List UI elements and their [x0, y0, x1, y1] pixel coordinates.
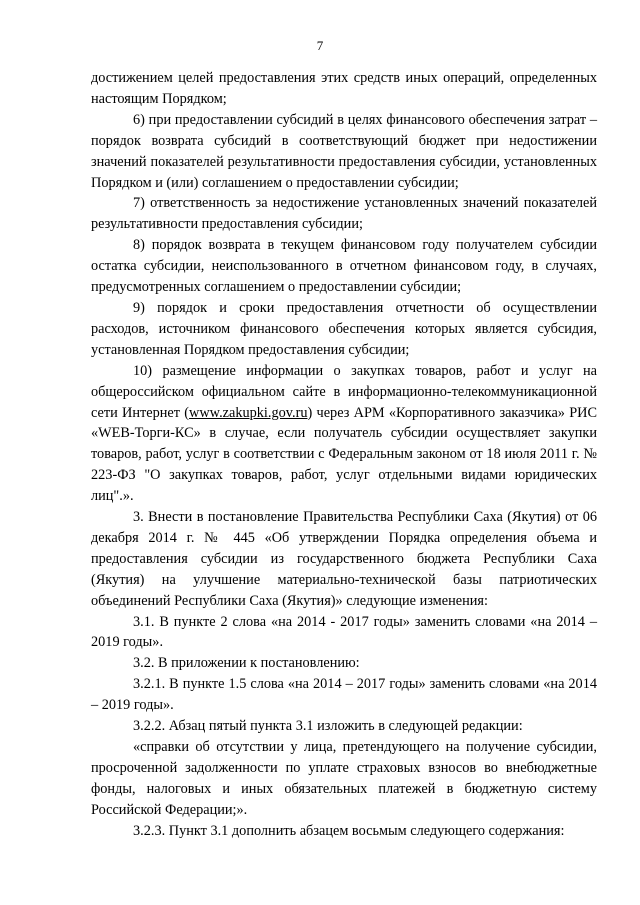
- zakupki-link[interactable]: www.zakupki.gov.ru: [189, 404, 308, 421]
- paragraph-item-10-text-before: 10) размещение информации о закупках товаров, работ и услуг на общероссийском официальном сайте в информационно-телекоммуникационной сети Интернет (: [91, 362, 597, 421]
- paragraph-item-8: 8) порядок возврата в текущем финансовом году получателем субсидии остатка субсидии, неиспользованного в отчетном финансовом году, в случаях, предусмотренных соглашением о предоставлении субсидии;: [91, 237, 597, 296]
- paragraph-quote: «справки об отсутствии у лица, претендующего на получение субсидии, просроченной задолженности по уплате страховых взносов во внебюджетные фонды, налоговых и иных обязательных платежей в бюджетную систему Российской Федерации;».: [91, 739, 597, 818]
- paragraph-item-9: 9) порядок и сроки предоставления отчетности об осуществлении расходов, источником финансового обеспечения которых является субсидия, установленная Порядком предоставления субсидии;: [91, 299, 597, 358]
- paragraph-3-2-2: 3.2.2. Абзац пятый пункта 3.1 изложить в следующей редакции:: [133, 718, 523, 735]
- paragraph-section-3: 3. Внести в постановление Правительства Республики Саха (Якутия) от 06 декабря 2014 г. № 445 «Об утверждении Порядка определения объема и предоставления субсидии из государственного бюджета Республики Саха (Якутия) на улучшение материально-технической базы патриотических объединений Республики Саха (Якутия)» следующие изменения:: [91, 509, 597, 609]
- paragraph-3-2: 3.2. В приложении к постановлению:: [133, 655, 360, 672]
- paragraph-item-6: 6) при предоставлении субсидий в целях финансового обеспечения затрат – порядок возврата субсидий в соответствующий бюджет при недостижении значений показателей результативности предоставления субсидии, установленных Порядком и (или) соглашением о предоставлении субсидии;: [91, 111, 597, 191]
- paragraph-item-10: [91, 361, 597, 507]
- paragraph-3-1: 3.1. В пункте 2 слова «на 2014 - 2017 годы» заменить словами «на 2014 – 2019 годы».: [91, 613, 597, 651]
- paragraph-item-7: 7) ответственность за недостижение установленных значений показателей результативности предоставления субсидии;: [91, 195, 597, 233]
- paragraph-3-2-3: 3.2.3. Пункт 3.1 дополнить абзацем восьмым следующего содержания:: [133, 822, 565, 839]
- page-number: 7: [316, 38, 324, 53]
- paragraph-continuation: достижением целей предоставления этих средств иных операций, определенных настоящим Порядком;: [91, 70, 597, 107]
- paragraph-item-10-text-after: ) через АРМ «Корпоративного заказчика» РИС «WEB-Торги-КС» в случае, если получатель субсидии осуществляет закупки товаров, работ, услуг в соответствии с Федеральным законом от 18 июля 2011 г. № 223-ФЗ "О закупках товаров, работ, услуг отдельными видами юридических лиц".».: [91, 404, 598, 505]
- paragraph-3-2-1: 3.2.1. В пункте 1.5 слова «на 2014 – 2017 годы» заменить словами «на 2014 – 2019 годы».: [91, 676, 597, 714]
- document-body: [91, 68, 597, 842]
